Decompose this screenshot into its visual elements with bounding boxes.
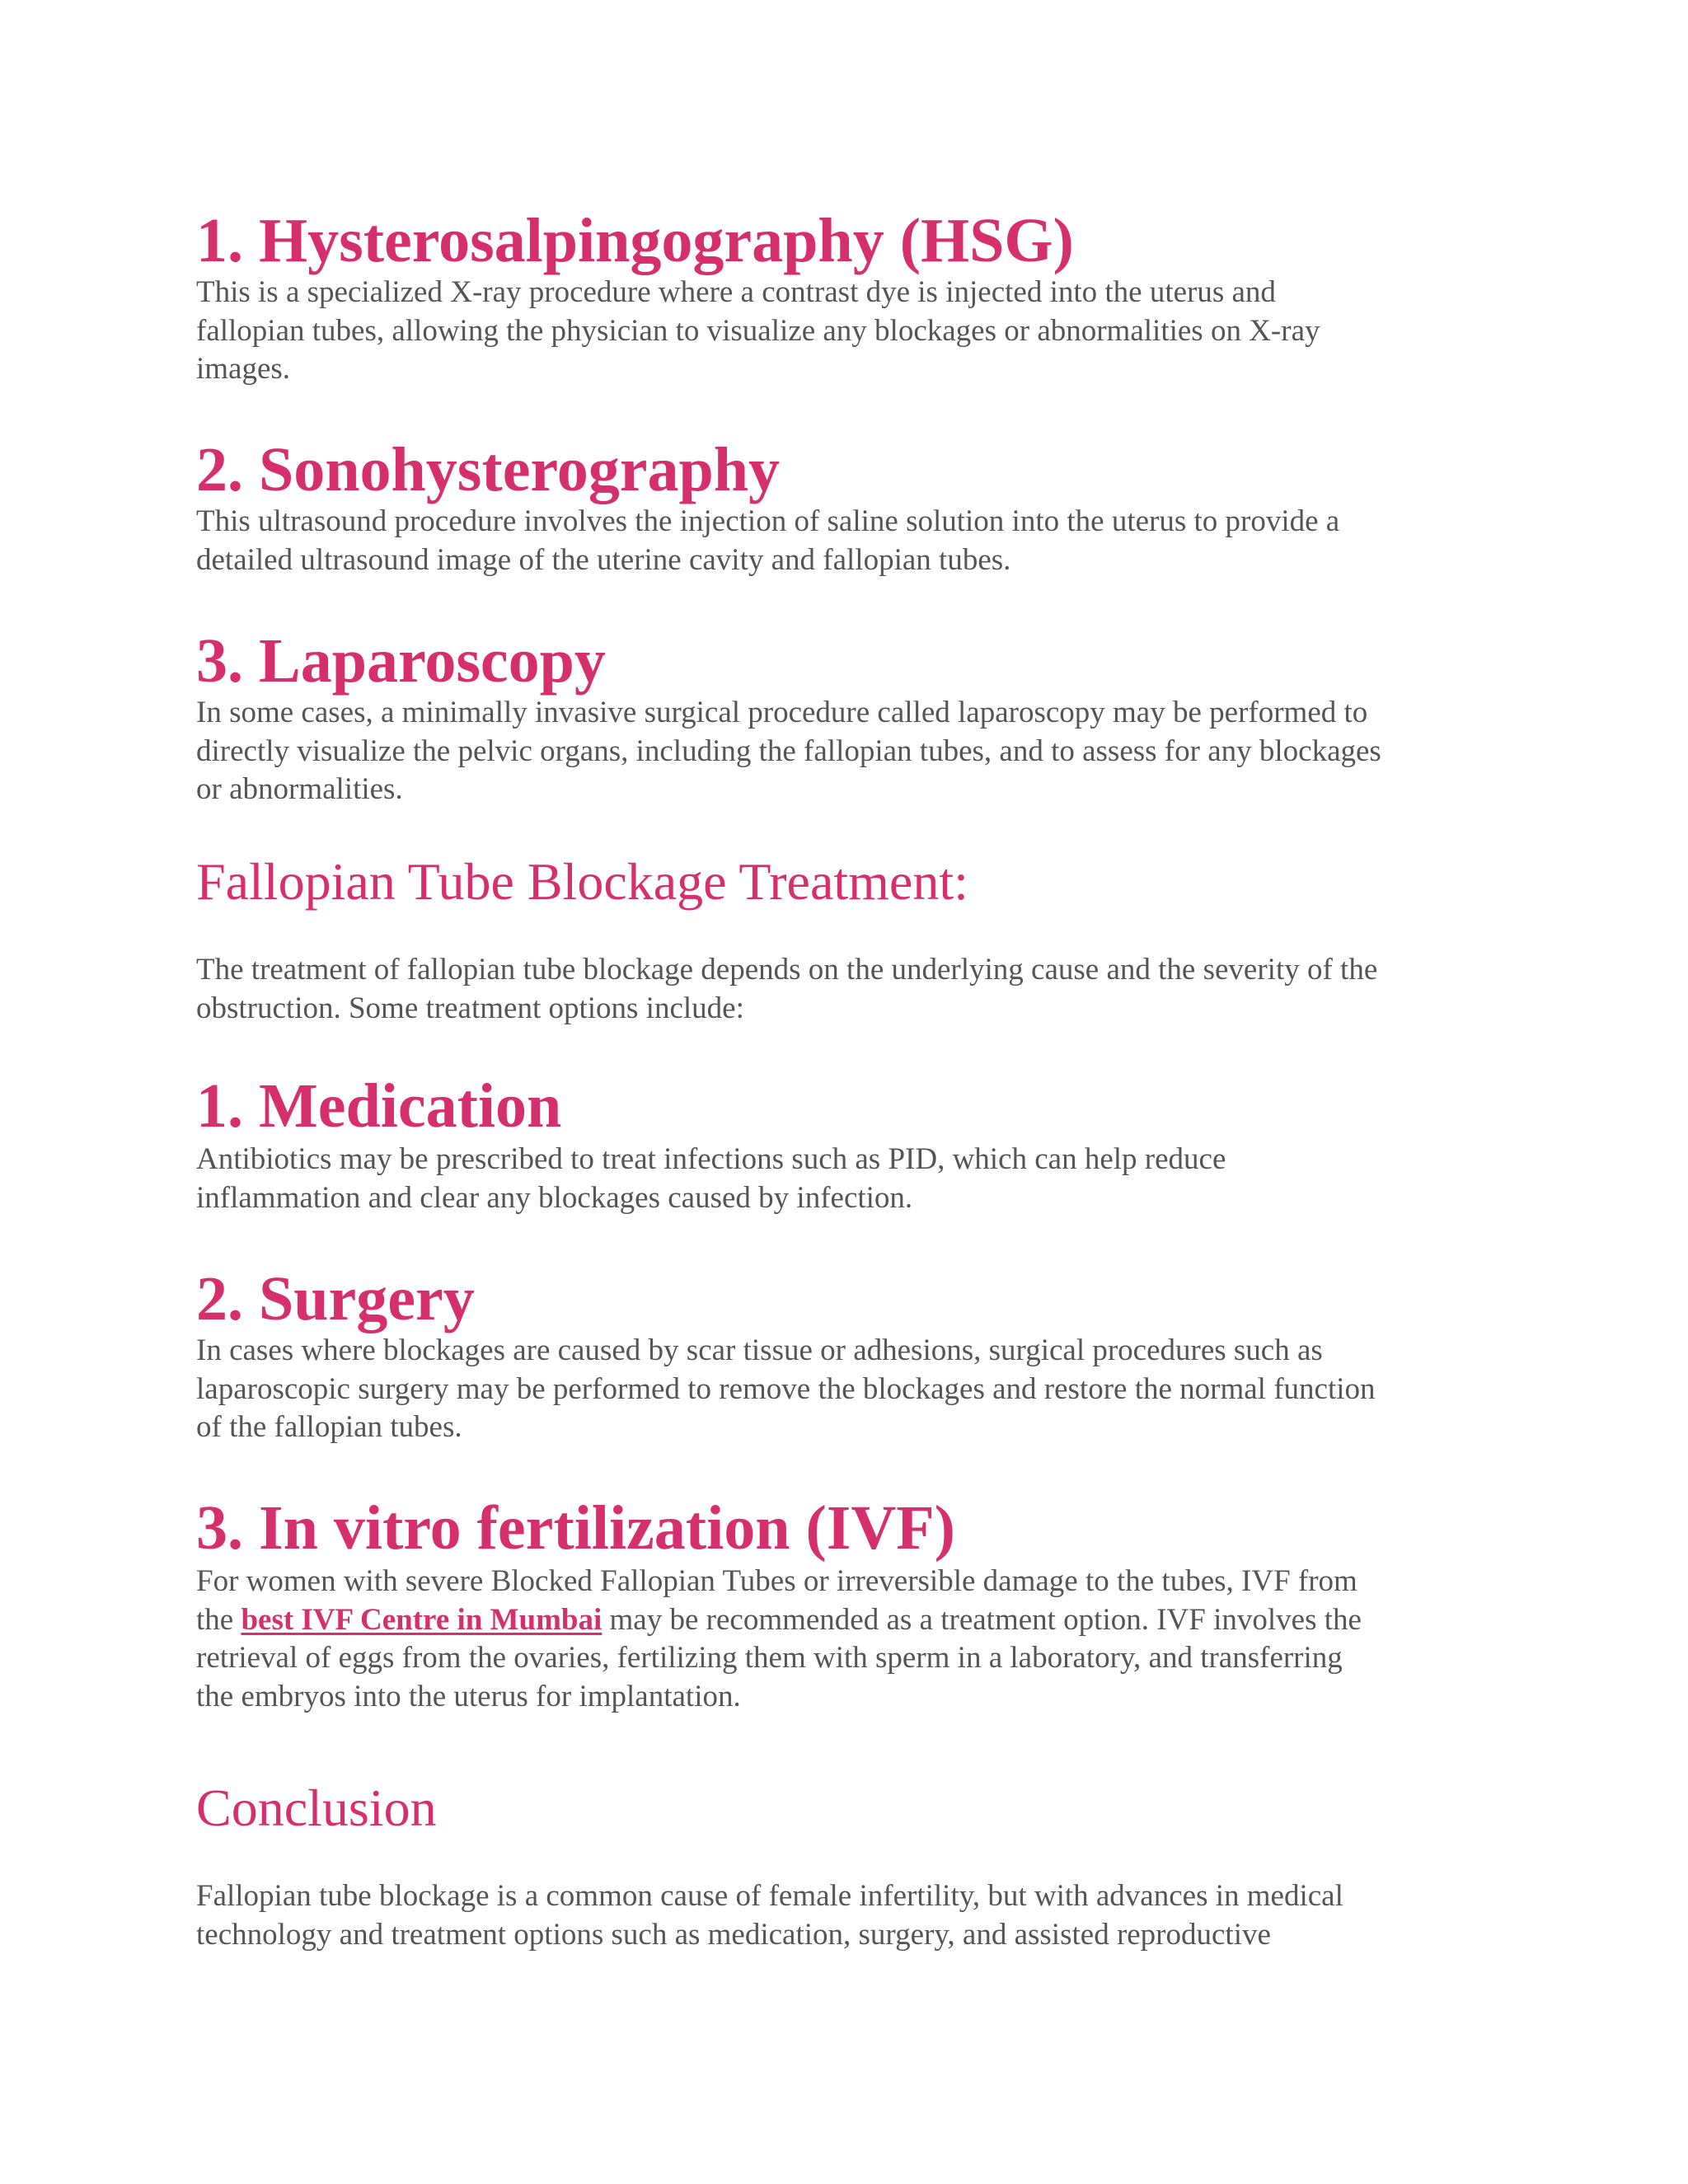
text-line: The treatment of fallopian tube blockage depends on the underlying cause and the severity of the [196,953,1378,987]
text-line: Fallopian tube blockage is a common cause of female infertility, but with advances in medical [196,1879,1343,1913]
text-line: images. [196,352,291,386]
heading-ivf: 3. In vitro fertilization (IVF) [196,1493,955,1563]
text-line: inflammation and clear any blockages caused by infection. [196,1180,913,1215]
paragraph-laparoscopy [196,694,1381,809]
text-line: laparoscopic surgery may be performed to remove the blockages and restore the normal function [196,1371,1376,1406]
heading-conclusion: Conclusion [196,1779,437,1837]
heading-laparoscopy: 3. Laparoscopy [196,626,606,696]
text-line: retrieval of eggs from the ovaries, fertilizing them with sperm in a laboratory, and transferring [196,1641,1343,1675]
text-line: This is a specialized X-ray procedure where a contrast dye is injected into the uterus and [196,275,1276,309]
text-line: obstruction. Some treatment options include: [196,991,744,1025]
text-line: fallopian tubes, allowing the physician to visualize any blockages or abnormalities on X-ray [196,313,1320,348]
text-line-with-link [196,1601,1362,1640]
text-line: In cases where blockages are caused by scar tissue or adhesions, surgical procedures such as [196,1333,1323,1367]
best-ivf-centre-link[interactable]: best IVF Centre in Mumbai [241,1602,603,1637]
text-line: technology and treatment options such as medication, surgery, and assisted reproductive [196,1917,1271,1952]
text-fragment: may be recommended as a treatment option. IVF involves the [602,1602,1362,1637]
heading-sonohysterography: 2. Sonohysterography [196,435,781,504]
paragraph-sonohysterography [196,503,1339,579]
text-line: or abnormalities. [196,772,403,806]
heading-medication: 1. Medication [196,1071,562,1141]
text-line: of the fallopian tubes. [196,1410,462,1444]
text-line: In some cases, a minimally invasive surgical procedure called laparoscopy may be performed to [196,696,1368,729]
text-line: directly visualize the pelvic organs, including the fallopian tubes, and to assess for any blockages [196,733,1381,768]
text-line: For women with severe Blocked Fallopian Tubes or irreversible damage to the tubes, IVF from [196,1564,1357,1598]
text-line: detailed ultrasound image of the uterine cavity and fallopian tubes. [196,542,1011,577]
text-fragment: the [196,1602,241,1637]
paragraph-conclusion [196,1877,1343,1954]
paragraph-hsg [196,274,1320,389]
heading-treatment: Fallopian Tube Blockage Treatment: [196,852,968,911]
paragraph-surgery [196,1332,1376,1447]
heading-surgery: 2. Surgery [196,1264,475,1333]
paragraph-treatment-intro [196,951,1377,1028]
paragraph-medication [196,1141,1226,1217]
text-line: Antibiotics may be prescribed to treat infections such as PID, which can help reduce [196,1142,1226,1176]
paragraph-ivf [196,1563,1362,1716]
text-line: the embryos into the uterus for implantation. [196,1679,741,1713]
heading-hsg: 1. Hysterosalpingography (HSG) [196,206,1074,275]
text-line: This ultrasound procedure involves the injection of saline solution into the uterus to provide a [196,504,1340,538]
